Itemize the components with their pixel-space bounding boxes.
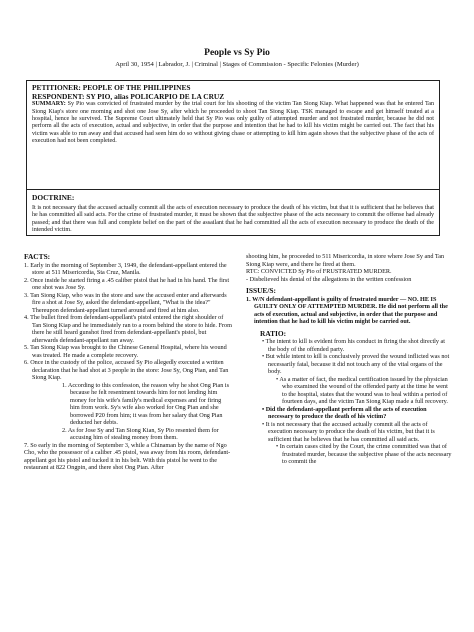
rtc-issues-column	[246, 253, 452, 466]
rtc-ruling: RTC: CONVICTED Sy Pio of FRUSTRATED MURDER.	[246, 268, 392, 275]
facts-column	[24, 253, 232, 472]
ratio-item: • It is not necessary that the accused actually commit all the acts of execution necessary to produce the death of his victim, but that it is sufficient that he believes that he has committed all said acts.	[262, 420, 435, 443]
fact-subitem: 1. According to this confession, the reason why he shot Ong Pian is because he felt resentment towards him for not lending him money for his wife's family's medical expenses and for firing him from work. Sy's wife also worked for Ong Pian and she borrowed P20 from him; it was from her salary that Ong Pian deducted her debts.	[62, 381, 230, 426]
ratio-subitem: • In certain cases cited by the Court, the crime committed was that of frustrated murder, because the subjective phase of the acts necessary to commit the	[276, 443, 452, 465]
ratio-item: • Did the defendant-appellant perform all the acts of execution necessary to produce the death of his victim?	[262, 405, 427, 420]
ratio-item: • The intent to kill is evident from his conduct in firing the shot directly at the body of the offended party.	[262, 338, 446, 353]
summary-text: Sy Pio was convicted of frustrated murder by the trial court for his shooting of the victim Tan Siong Kiap. What happened was that he entered Tan Siong Kiap's store one morning and shot one Jose Sy, after which he proceeded to shoot Tan Siong Kiap. TSK managed to escape and get himself treated at a hospital, hence he survived. The Supreme Court ultimately held that Sy Pio was only guilty of attempted murder and not frustrated murder, because he did not perform all the acts of execution, actual and subjective, in order that the purpose and intention that he had to kill his victim might be carried out. The fact that his victim was able to run away and that accused had seen him do so without giving chase or attempting to kill him again shows that the subjective phase of the acts of execution had not been completed.	[32, 101, 434, 145]
fact-item: 6. Once in the custody of the police, accused Sy Pio allegedly executed a written declaration that he had shot at 3 people in the store: Jose Sy, Ong Pian, and Tan Siong Kiap.	[24, 359, 229, 381]
summary-paragraph	[32, 101, 434, 145]
ratio-subitem: • As a matter of fact, the medical certification issued by the physician who examined the wound of the offended party at the time he went to the hospital, states that the wound was to heal within a period of fourteen days, and the victim Tan Siong Kiap made a full recovery.	[276, 375, 448, 405]
doctrine-box	[26, 190, 440, 236]
fact-subitem: 2. As for Jose Sy and Tan Siong Kian, Sy Pio resented them for accusing him of stealing money from them.	[62, 426, 219, 441]
doctrine-text: It is not necessary that the accused actually commit all the acts of execution necessary to produce the death of his victim, but that it is sufficient that he believes that he has committed all said acts. For the crime of frustrated murder, it must be shown that the subjective phase of the acts necessary to commit the offense had already passed; and that there was full and complete belief on the part of the assailant that he had committed all the acts of execution necessary to produce the death of the intended victim.	[32, 205, 434, 234]
fact-item: 5. Tan Siong Kiap was brought to the Chinese General Hospital, where his wound was treated. He made a complete recovery.	[24, 344, 227, 359]
rtc-ruling-detail: - Disbelieved his denial of the allegations in the written confession	[246, 275, 412, 283]
facts-heading: FACTS:	[24, 252, 51, 261]
fact-item: 7. So early in the morning of September 3, while a Chinaman by the name of Ngo Cho, who the possessor of a caliber .45 pistol, was away from his room, defendant-appellant got his pistol and tucked it in his belt. With this pistol he went to the restaurant at 822 Ongpin, and there shot Ong Pian. After	[24, 441, 231, 471]
fact-item: 1. Early in the morning of September 3, 1949, the defendant-appellant entered the store at 511 Misericordia, Sta Cruz, Manila.	[24, 261, 227, 276]
fact-item: 3. Tan Siong Kiap, who was in the store and saw the accused enter and afterwards fire a shot at Jose Sy, asked the defendant-appellant, "What is the idea?" Thereupon defendant-appellant turned around and fired at him also.	[24, 291, 227, 314]
respondent-line: RESPONDENT: SY PIO, alias POLICARPIO DE LA CRUZ	[32, 91, 225, 101]
doctrine-heading: DOCTRINE:	[32, 193, 75, 202]
issues-heading: ISSUE/S:	[246, 286, 276, 295]
case-title: People vs Sy Pio	[204, 48, 270, 58]
fact-item: 4. The bullet fired from defendant-appellant's pistol entered the right shoulder of Tan Siong Kiap and he immediately ran to a room behind the store to hide. From there he still heard gunshot fired from defendant-appellant's pistol, but afterwards defendant-appellant ran away.	[24, 314, 232, 344]
summary-box	[26, 80, 440, 190]
case-subtitle: April 30, 1954 | Labrador, J. | Criminal | Stages of Commission - Specific Felonies (Murder)	[115, 61, 359, 68]
petitioner-line: PETITIONER: PEOPLE OF THE PHILIPPINES	[32, 83, 191, 92]
ratio-heading: RATIO:	[260, 328, 287, 338]
issue-item: 1. W/N defendant-appellant is guilty of frustrated murder — NO. HE IS GUILTY ONLY OF ATTEMPTED MURDER. He did not perform all the acts of execution, actual and subjective, in order that the purpose and intention that he had to kill his victim might be carried out.	[246, 295, 448, 325]
ratio-item: • But while intent to kill is conclusively proved the wound inflicted was not necessarily fatal, because it did not touch any of the vital organs of the body.	[262, 353, 450, 375]
summary-label: SUMMARY:	[32, 101, 66, 108]
fact-continuation: shooting him, he proceeded to 511 Misericordia, in store where Jose Sy and Tan Siong Kiap were, and there he fired at them.	[246, 253, 445, 268]
fact-item: 2. Once inside he started firing a .45 caliber pistol that he had in his hand. The first one shot was Jose Sy.	[24, 276, 230, 291]
